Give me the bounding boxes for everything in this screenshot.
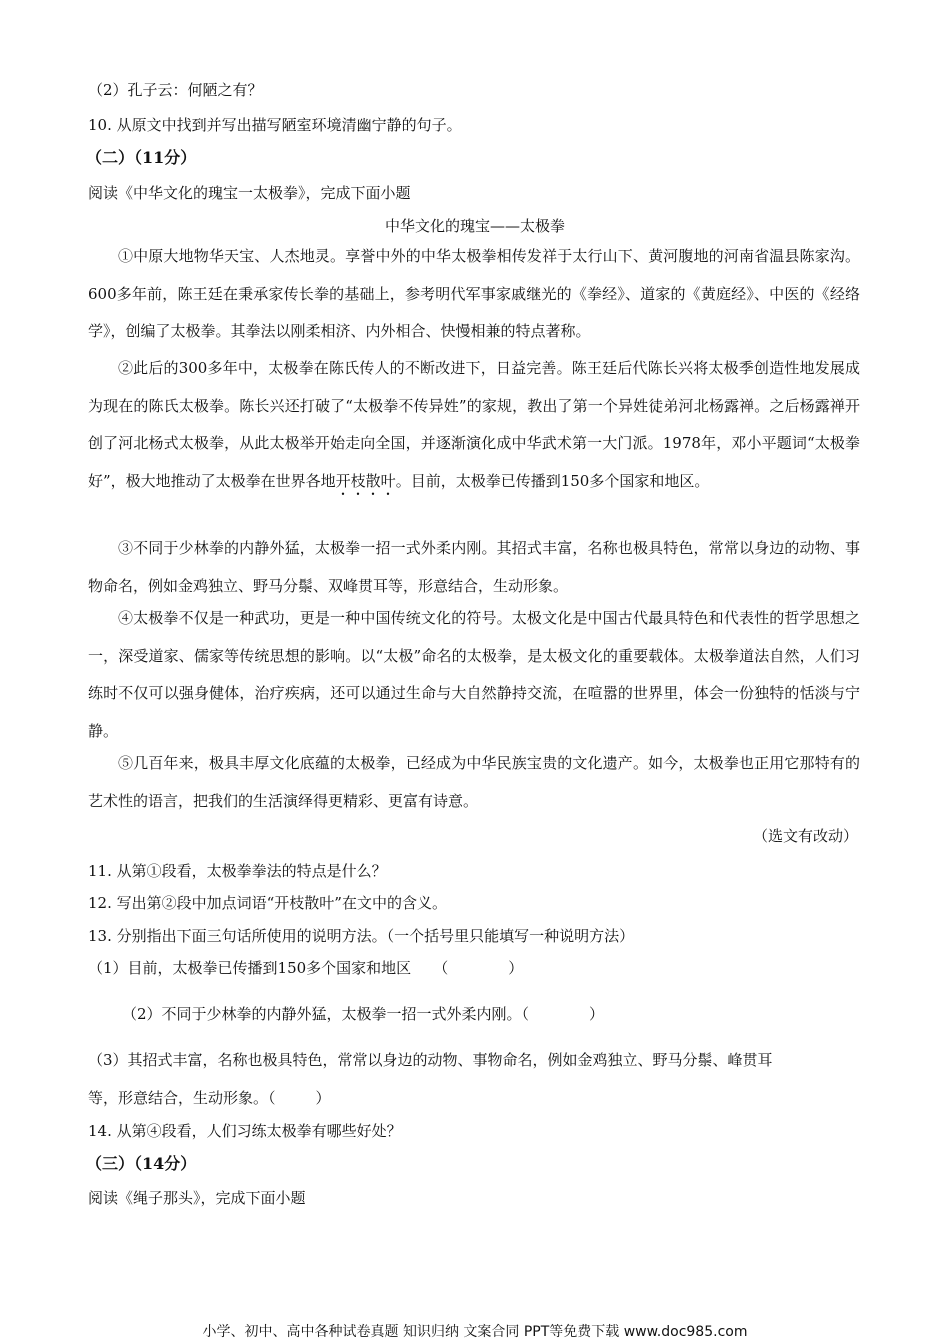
question-11: 11. 从第①段看，太极拳拳法的特点是什么？ — [88, 862, 387, 880]
question-10: 10. 从原文中找到并写出描写陋室环境清幽宁静的句子。 — [88, 116, 462, 134]
footer-text: 小学、初中、高中各种试卷真题 知识归纳 文案合同 PPT等免费下载 www.doc985.com — [202, 1324, 748, 1340]
paragraph-2-text-after: 。目前，太极拳已传播到150多个国家和地区。 — [395, 471, 710, 490]
question-14: 14. 从第④段看，人们习练太极拳有哪些好处？ — [88, 1122, 402, 1140]
question-12: 12. 写出第②段中加点词语“开枝散叶”在文中的含义。 — [88, 894, 447, 912]
sub-1-close-paren: ） — [508, 959, 524, 977]
sub-1-text: （1）目前，太极拳已传播到150多个国家和地区 — [88, 959, 412, 977]
sub-2-text: （2）不同于少林拳的内静外猛，太极拳一招一式外柔内刚。（ — [122, 1005, 530, 1023]
emphasized-term: 开枝散叶 — [335, 471, 396, 490]
question-13-sub-2 — [122, 1004, 604, 1024]
sub-1-open-paren: （ — [433, 959, 449, 977]
question-13-sub-3-line-1: （3）其招式丰富，名称也极具特色，常常以身边的动物、事物命名，例如金鸡独立、野马分鬃、峰贯耳 — [88, 1051, 773, 1069]
article-paragraph-5: ⑤几百年来，极具丰厚文化底蕴的太极拳，已经成为中华民族宝贵的文化遗产。如今，太极拳也正用它那特有的艺术性的语言，把我们的生活演绎得更精彩、更富有诗意。 — [88, 754, 860, 810]
source-credit: （选文有改动） — [752, 827, 858, 845]
section-3-intro: 阅读《绳子那头》，完成下面小题 — [88, 1189, 306, 1207]
section-2-intro: 阅读《中华文化的瑰宝一太极拳》，完成下面小题 — [88, 184, 411, 202]
sub-2-close-paren: ） — [589, 1005, 605, 1023]
section-2-heading: （二）（11分） — [86, 148, 197, 167]
article-paragraph-1: ①中原大地物华天宝、人杰地灵。享誉中外的中华太极拳相传发祥于太行山下、黄河腹地的河南省温县陈家沟。600多年前，陈王廷在秉承家传长拳的基础上，参考明代军事家戚继光的《拳经》、道家的《黄庭经》、中医的《经络学》，创编了太极拳。其拳法以刚柔相济、内外相合、快慢相兼的特点著称。 — [88, 247, 860, 341]
article-paragraph-3: ③不同于少林拳的内静外猛，太极拳一招一式外柔内刚。其招式丰富，名称也极具特色，常常以身边的动物、事物命名，例如金鸡独立、野马分鬃、双峰贯耳等，形意结合，生动形象。 — [88, 539, 860, 595]
article-paragraph-2 — [88, 350, 860, 500]
section-3-heading: （三）（14分） — [86, 1154, 197, 1173]
sub-3-text: 等，形意结合，生动形象。（ — [88, 1089, 276, 1107]
question-13-sub-3-line-2 — [88, 1088, 331, 1108]
article-paragraph-4: ④太极拳不仅是一种武功，更是一种中国传统文化的符号。太极文化是中国古代最具特色和代表性的哲学思想之一，深受道家、儒家等传统思想的影响。以“太极”命名的太极拳，是太极文化的重要载体。太极拳道法自然，人们习练时不仅可以强身健体，治疗疾病，还可以通过生命与大自然静持交流，在喧嚣的世界里，体会一份独特的恬淡与宁静。 — [88, 609, 860, 740]
question-13: 13. 分别指出下面三句话所使用的说明方法。（一个括号里只能填写一种说明方法） — [88, 927, 635, 945]
paragraph-2-text-before: ②此后的300多年中，太极拳在陈氏传人的不断改进下，日益完善。陈王廷后代陈长兴将太极季创造性地发展成为现在的陈氏太极拳。陈长兴还打破了“太极拳不传异姓”的家规，教出了第一个异姓徒弟河北杨露禅。之后杨露禅开创了河北杨式太极拳，从此太极举开始走向全国，并逐渐演化成中华武术第一大门派。1978年，邓小平题词“太极拳好”，极大地推动了太极拳在世界各地 — [88, 359, 860, 490]
previous-sub-item-2: （2）孔子云：何陋之有？ — [88, 81, 263, 99]
sub-3-close-paren: ） — [315, 1089, 331, 1107]
question-13-sub-1 — [88, 958, 523, 978]
article-title: 中华文化的瑰宝——太极拳 — [384, 217, 565, 235]
